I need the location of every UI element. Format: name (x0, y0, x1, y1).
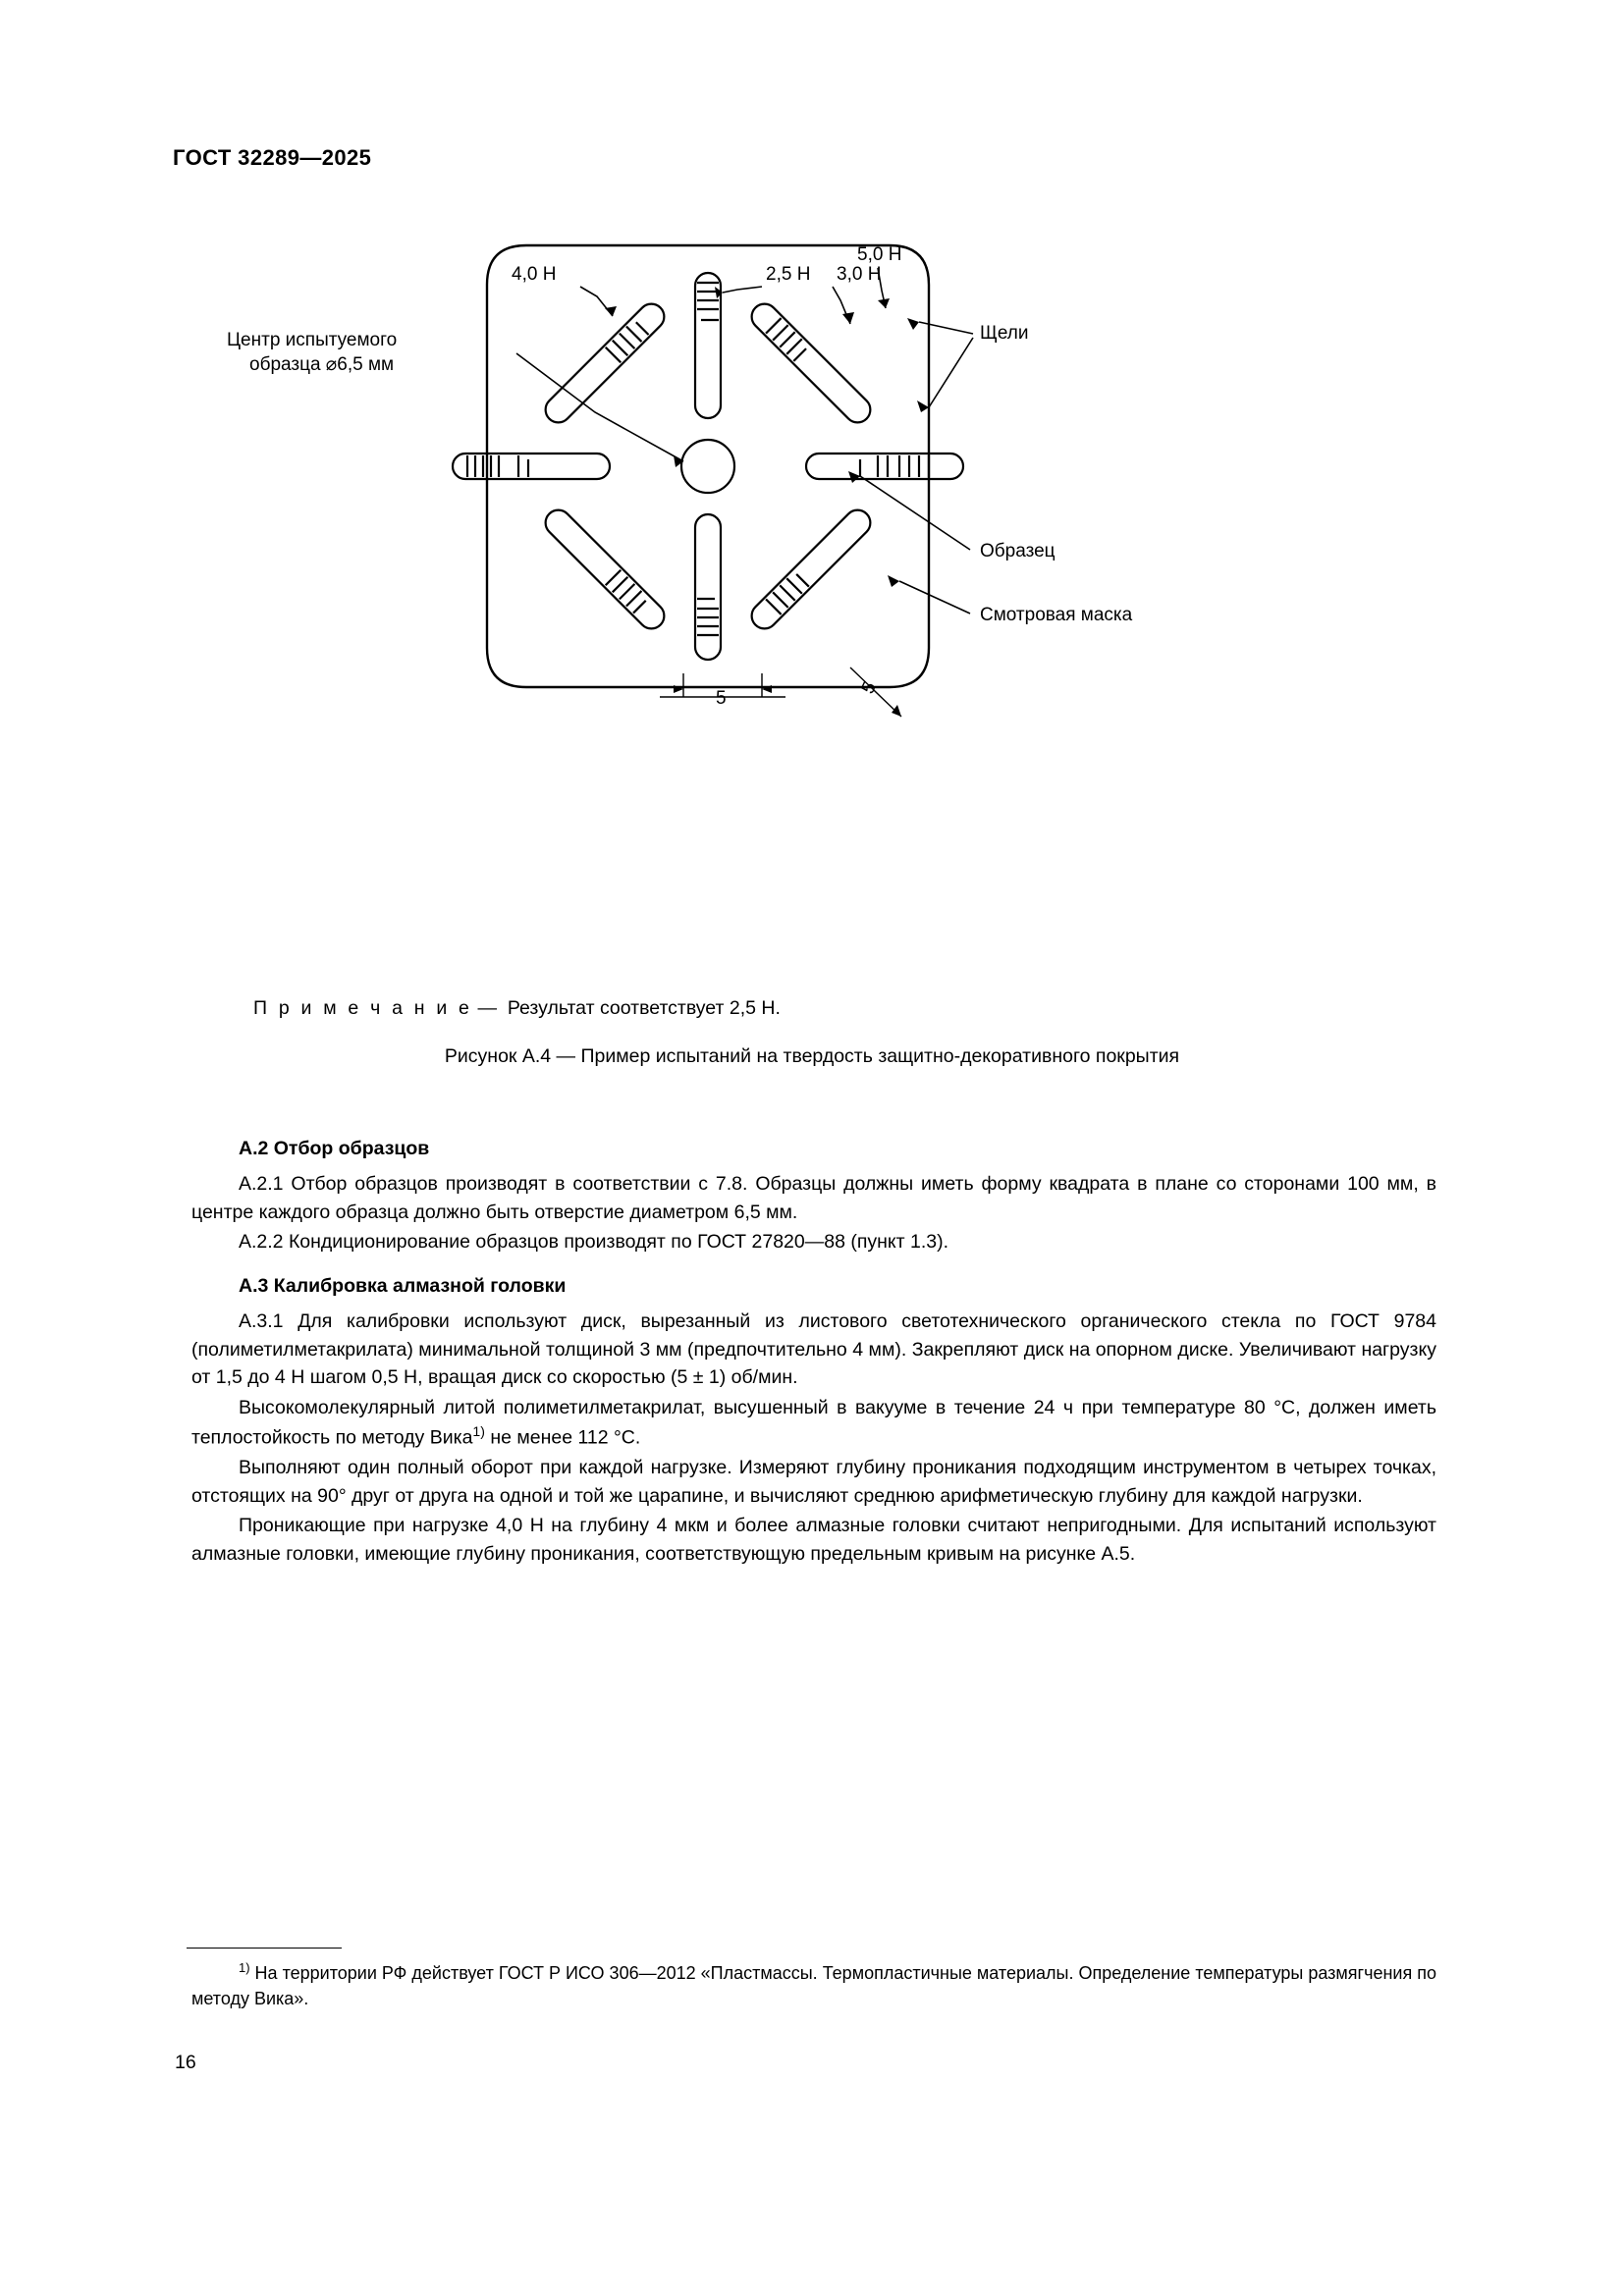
label-load-2-5: 2,5 Н (766, 264, 811, 285)
body-text (191, 1119, 1436, 1570)
label-center-line1: Центр испытуемого (227, 330, 398, 350)
note-dash: — (477, 997, 497, 1019)
paragraph-a2-2: А.2.2 Кондиционирование образцов производят по ГОСТ 27820—88 (пункт 1.3). (239, 1231, 949, 1254)
label-dim-bottom: 5 (716, 688, 727, 709)
note-word: П р и м е ч а н и е (253, 997, 473, 1019)
figure-caption: Рисунок А.4 — Пример испытаний на твердость защитно-декоративного покрытия (444, 1045, 1180, 1067)
page-header: ГОСТ 32289—2025 (173, 145, 372, 170)
label-slots: Щели (980, 323, 1029, 344)
paragraph-a3-1: А.3.1 Для калибровки используют диск, вырезанный из листового светотехнического органического стекла по ГОСТ 9784 (полиметилметакрилата) минимальной толщиной 3 мм (предпочтительно 4 мм). Закрепляют диск на опорном диске. Увеличивают нагрузку от 1,5 до 4 Н шагом 0,5 Н, вращая диск со скоростью (5 ± 1) об/мин. (191, 1310, 1436, 1389)
paragraph-a3-3: Проникающие при нагрузке 4,0 Н на глубину 4 мкм и более алмазные головки считают непригодными. Для испытаний используют алмазные головки, имеющие глубину проникания, соответствующую предельным кривым на рисунке А.5. (191, 1515, 1436, 1565)
section-heading-a2: А.2 Отбор образцов (239, 1138, 430, 1159)
label-sample: Образец (980, 541, 1056, 561)
label-load-4-0: 4,0 Н (512, 264, 557, 285)
paragraph-a3-vika-text: Высокомолекулярный литой полиметилметакрилат, высушенный в вакууме в течение 24 ч при температуре 80 °С, должен иметь теплостойкость по методу Вика (191, 1396, 1436, 1449)
label-load-3-0: 3,0 Н (837, 264, 882, 285)
label-dim-corner: 5 (857, 678, 882, 698)
figure-a4-svg (173, 236, 1449, 962)
figure-a4 (173, 236, 1449, 962)
footnote-ref-marker[interactable]: 1) (472, 1423, 485, 1440)
page-number: 16 (175, 2052, 196, 2073)
footnote (191, 1959, 1436, 2011)
note-text: Результат соответствует 2,5 Н. (507, 997, 781, 1019)
paragraph-a3-vika (191, 1394, 1436, 1452)
label-mask: Смотровая маска (980, 605, 1133, 625)
paragraph-a2-1: А.2.1 Отбор образцов производят в соответствии с 7.8. Образцы должны иметь форму квадрата в плане со сторонами 100 мм, в центре каждого образца должно быть отверстие диаметром 6,5 мм. (191, 1173, 1436, 1223)
paragraph-a3-2: Выполняют один полный оборот при каждой нагрузке. Измеряют глубину проникания подходящим инструментом в четырех точках, отстоящих на 90° друг от друга на одной и той же царапине, и вычисляют среднюю арифметическую глубину для каждой нагрузки. (191, 1457, 1436, 1507)
footnote-marker: 1) (239, 1960, 250, 1975)
paragraph-a3-vika-tail: не менее 112 °С. (484, 1426, 641, 1449)
label-load-5-0: 5,0 Н (857, 244, 902, 265)
figure-note (253, 997, 781, 1020)
section-heading-a3: А.3 Калибровка алмазной головки (239, 1274, 567, 1297)
footnote-text: На территории РФ действует ГОСТ Р ИСО 306—2012 «Пластмассы. Термопластичные материалы. Определение температуры размягчения по методу Вика». (191, 1963, 1436, 2009)
label-center-line2: образца ⌀6,5 мм (249, 354, 395, 375)
footnote-divider (187, 1948, 342, 1949)
